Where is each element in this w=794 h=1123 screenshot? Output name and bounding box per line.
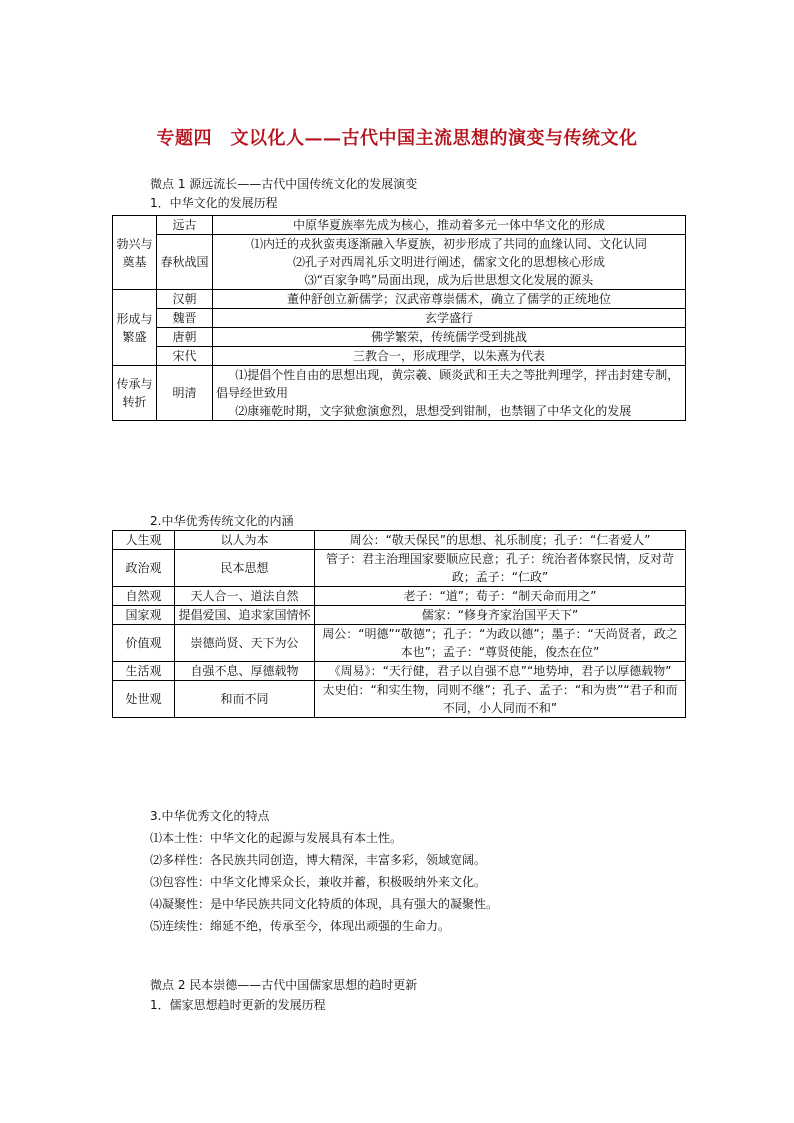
- content-cell: 佛学繁荣，传统儒学受到挑战: [213, 328, 686, 347]
- period-cell: 春秋战国: [157, 235, 213, 290]
- table-row: [113, 681, 686, 718]
- content-cell: 董仲舒创立新儒学；汉武帝尊崇儒术，确立了儒学的正统地位: [213, 290, 686, 309]
- table-row: [113, 587, 686, 606]
- table-row: [113, 216, 686, 235]
- content-line: ⑵康雍乾时期，文字狱愈演愈烈，思想受到钳制，也禁锢了中华文化的发展: [235, 404, 632, 418]
- table-row: [113, 662, 686, 681]
- subsection-2-heading: 2.中华优秀传统文化的内涵: [150, 514, 294, 528]
- content-line: ⑴提倡个性自由的思想出现，黄宗羲、顾炎武和王夫之等批判理学，抨击封建专制，倡导经世致用: [216, 368, 680, 400]
- view-cell: 价值观: [113, 625, 175, 662]
- table-row: [113, 531, 686, 550]
- period-cell: 远古: [157, 216, 213, 235]
- period-cell: 魏晋: [157, 309, 213, 328]
- view-cell: 人生观: [113, 531, 175, 550]
- period-cell: 宋代: [157, 347, 213, 366]
- stage-cell: 传承与转折: [113, 366, 157, 421]
- idea-cell: 民本思想: [175, 550, 315, 587]
- content-cell: [213, 235, 686, 290]
- content-cell: [213, 366, 686, 421]
- table-row: [113, 366, 686, 421]
- feature-item: ⑸连续性：绵延不绝，传承至今，体现出顽强的生命力。: [150, 919, 451, 933]
- idea-cell: 提倡爱国、追求家国情怀: [175, 606, 315, 625]
- period-cell: 明清: [157, 366, 213, 421]
- view-cell: 政治观: [113, 550, 175, 587]
- stage-cell: 形成与繁盛: [113, 290, 157, 366]
- detail-cell: 老子：“道”；荀子：“制天命而用之”: [315, 587, 686, 606]
- page-title: 专题四 文以化人——古代中国主流思想的演变与传统文化: [156, 128, 638, 149]
- idea-cell: 崇德尚贤、天下为公: [175, 625, 315, 662]
- detail-cell: 儒家：“修身齐家治国平天下”: [315, 606, 686, 625]
- content-line: ⑶“百家争鸣”局面出现，成为后世思想文化发展的源头: [304, 273, 594, 287]
- table-row: [113, 290, 686, 309]
- idea-cell: 以人为本: [175, 531, 315, 550]
- content-line: ⑵孔子对西周礼乐文明进行阐述，儒家文化的思想核心形成: [292, 255, 605, 269]
- table-row: [113, 328, 686, 347]
- subsection-1-heading: 1．中华文化的发展历程: [150, 196, 278, 210]
- culture-development-table: [112, 215, 686, 421]
- view-cell: 生活观: [113, 662, 175, 681]
- table-row: [113, 309, 686, 328]
- section-2-subheading: 1．儒家思想趋时更新的发展历程: [150, 998, 326, 1012]
- period-cell: 汉朝: [157, 290, 213, 309]
- table-row: [113, 625, 686, 662]
- table-row: [113, 606, 686, 625]
- section-2-heading: 微点 2 民本崇德——古代中国儒家思想的趋时更新: [150, 978, 418, 992]
- content-line: ⑴内迁的戎狄蛮夷逐渐融入华夏族，初步形成了共同的血缘认同、文化认同: [250, 237, 647, 251]
- detail-cell: 周公：“敬天保民”的思想、礼乐制度；孔子：“仁者爱人”: [315, 531, 686, 550]
- idea-cell: 天人合一、道法自然: [175, 587, 315, 606]
- idea-cell: 和而不同: [175, 681, 315, 718]
- section-1-heading: 微点 1 源远流长——古代中国传统文化的发展演变: [150, 177, 418, 191]
- detail-cell: 《周易》：“天行健，君子以自强不息”“地势坤，君子以厚德载物”: [315, 662, 686, 681]
- feature-item: ⑷凝聚性：是中华民族共同文化特质的体现，具有强大的凝聚性。: [150, 897, 499, 911]
- table-row: [113, 235, 686, 290]
- table-row: [113, 347, 686, 366]
- content-cell: 玄学盛行: [213, 309, 686, 328]
- subsection-3-heading: 3.中华优秀文化的特点: [150, 809, 270, 823]
- period-cell: 唐朝: [157, 328, 213, 347]
- view-cell: 自然观: [113, 587, 175, 606]
- content-cell: 中原华夏族率先成为核心，推动着多元一体中华文化的形成: [213, 216, 686, 235]
- feature-item: ⑵多样性：各民族共同创造，博大精深，丰富多彩，领域宽阔。: [150, 853, 487, 867]
- content-cell: 三教合一，形成理学，以朱熹为代表: [213, 347, 686, 366]
- idea-cell: 自强不息、厚德载物: [175, 662, 315, 681]
- feature-item: ⑴本土性：中华文化的起源与发展具有本土性。: [150, 831, 403, 845]
- view-cell: 处世观: [113, 681, 175, 718]
- detail-cell: 周公：“明德”“敬德”；孔子：“为政以德”；墨子：“天尚贤者，政之本也”；孟子：“尊贤使能，俊杰在位”: [315, 625, 686, 662]
- table-row: [113, 550, 686, 587]
- detail-cell: 太史伯：“和实生物，同则不继”；孔子、孟子：“和为贵”“君子和而不同，小人同而不和”: [315, 681, 686, 718]
- detail-cell: 管子：君主治理国家要顺应民意；孔子：统治者体察民情，反对苛政；孟子：“仁政”: [315, 550, 686, 587]
- view-cell: 国家观: [113, 606, 175, 625]
- feature-item: ⑶包容性：中华文化博采众长，兼收并蓄，积极吸纳外来文化。: [150, 875, 487, 889]
- culture-connotation-table: [112, 530, 686, 718]
- stage-cell: 勃兴与奠基: [113, 216, 157, 290]
